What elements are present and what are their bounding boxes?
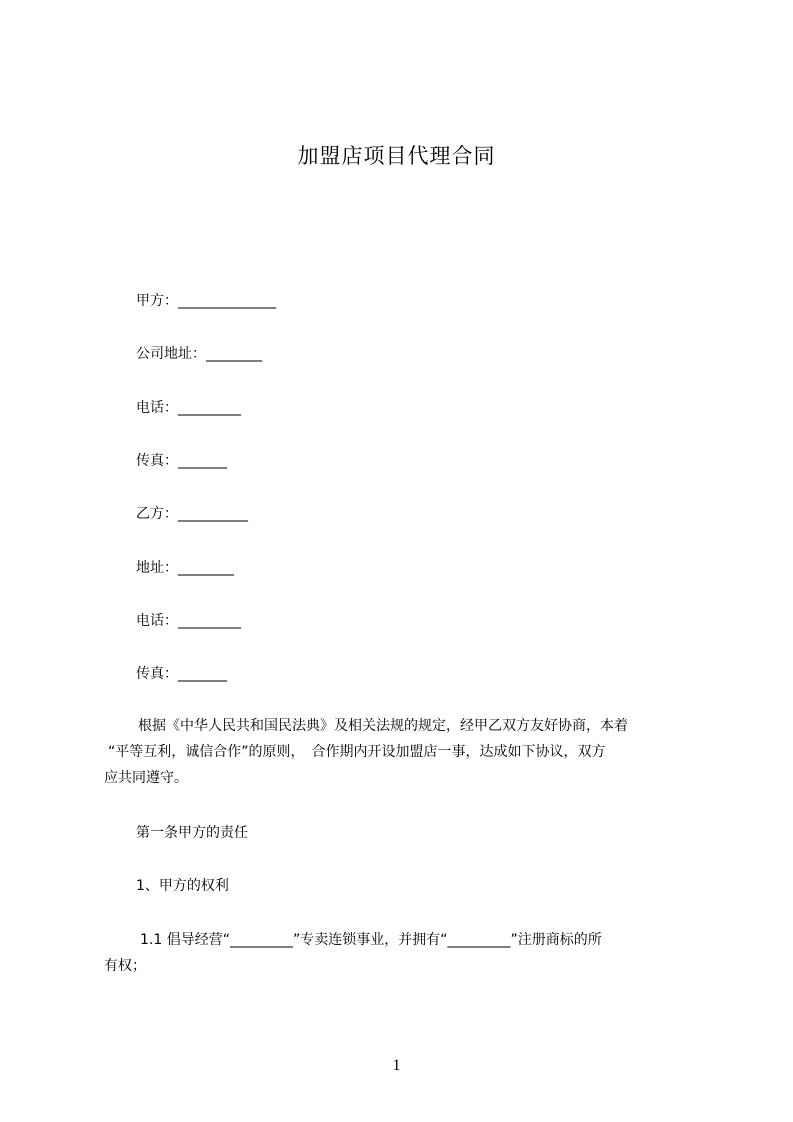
page-number: 1 [392, 1057, 401, 1074]
party-a-fax-label: 传真： [136, 453, 178, 469]
party-b-field [136, 504, 248, 524]
party-a-phone-field [136, 398, 241, 418]
party-b-phone-field [136, 611, 241, 631]
intro-line-3: 应共同遵守。 [104, 770, 188, 786]
party-a-blank: ______________ [178, 293, 276, 309]
party-b-address-field [136, 558, 234, 578]
party-a-phone-label: 电话： [136, 400, 178, 416]
party-a-address-field [136, 344, 262, 364]
party-a-fax-blank: _______ [178, 453, 227, 469]
document-title: 加盟店项目代理合同 [297, 144, 496, 168]
party-b-phone-blank: _________ [178, 613, 241, 629]
party-a-phone-blank: _________ [178, 400, 241, 416]
clause-1-1-line-2: 有权； [104, 958, 146, 974]
intro-paragraph [104, 713, 700, 791]
party-b-fax-field [136, 664, 227, 684]
article-1-heading: 第一条甲方的责任 [136, 825, 248, 841]
party-b-address-label: 地址： [136, 560, 178, 576]
party-a-fax-field [136, 451, 227, 471]
party-b-label: 乙方： [136, 506, 178, 522]
section-1-heading: 1、甲方的权利 [136, 878, 229, 894]
party-a-address-label: 公司地址： [136, 346, 206, 362]
party-a-address-blank: ________ [206, 346, 262, 362]
party-b-address-blank: ________ [178, 560, 234, 576]
party-a-label: 甲方： [136, 293, 178, 309]
clause-1-1-line-1: 1.1 倡导经营“_________”专卖连锁事业，并拥有“_________”注册商标的所 [140, 932, 602, 948]
clause-1-1 [104, 927, 700, 979]
party-a-field [136, 291, 276, 311]
intro-line-1: 根据《中华人民共和国民法典》及相关法规的规定，经甲乙双方友好协商，本着 [138, 718, 628, 734]
party-b-phone-label: 电话： [136, 613, 178, 629]
intro-line-2: “平等互利，诚信合作”的原则， 合作期内开设加盟店一事，达成如下协议，双方 [108, 744, 606, 760]
party-b-fax-blank: _______ [178, 666, 227, 682]
party-b-blank: __________ [178, 506, 248, 522]
party-b-fax-label: 传真： [136, 666, 178, 682]
